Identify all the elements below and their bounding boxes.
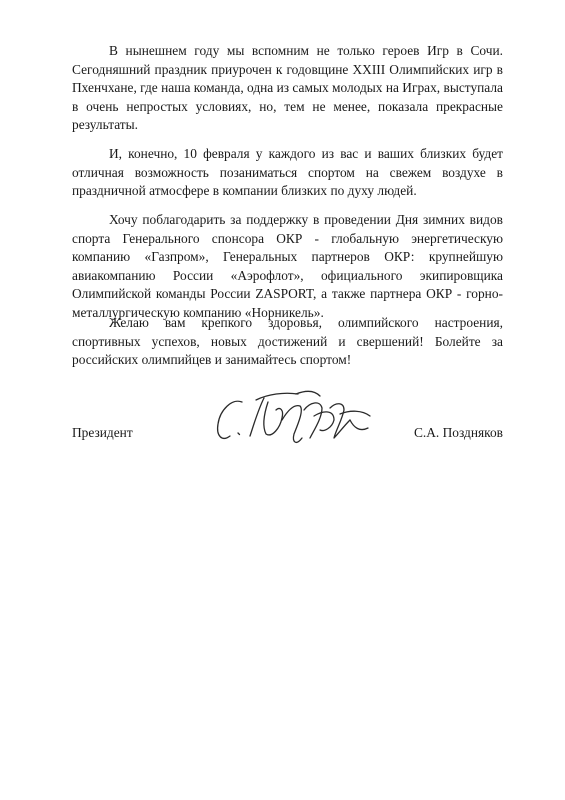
signer-title: Президент [72,425,133,440]
paragraph-thanks-sponsors: Хочу поблагодарить за поддержку в проведении Дня зимних видов спорта Генерального спонсора ОКР - глобальную энергетическую компанию «Газпром», Генеральных партнеров ОКР: крупнейшую авиакомпанию России «Аэрофлот», официального экипировщика Олимпийской команды России ZASPORT, а также партнера ОКР - горно-металлургическую компанию «Норникель». [72,212,503,320]
paragraph-february-10: И, конечно, 10 февраля у каждого из вас и ваших близких будет отличная возможность позаниматься спортом на свежем воздухе в праздничной атмосфере в компании близких по духу людей. [72,146,503,199]
handwritten-signature [210,380,380,462]
signature-block [72,380,503,470]
paragraph-wishes: Желаю вам крепкого здоровья, олимпийского настроения, спортивных успехов, новых достижений и свершений! Болейте за российских олимпийцев и занимайтесь спортом! [72,315,503,368]
signer-name: С.А. Поздняков [413,425,503,440]
paragraph-heroes: В нынешнем году мы вспомним не только героев Игр в Сочи. Сегодняшний праздник приурочен к годовщине XXIII Олимпийских игр в Пхенчхане, где наша команда, одна из самых молодых на Играх, выступала в очень непростых условиях, но, тем не менее, показала прекрасные результаты. [72,43,503,133]
